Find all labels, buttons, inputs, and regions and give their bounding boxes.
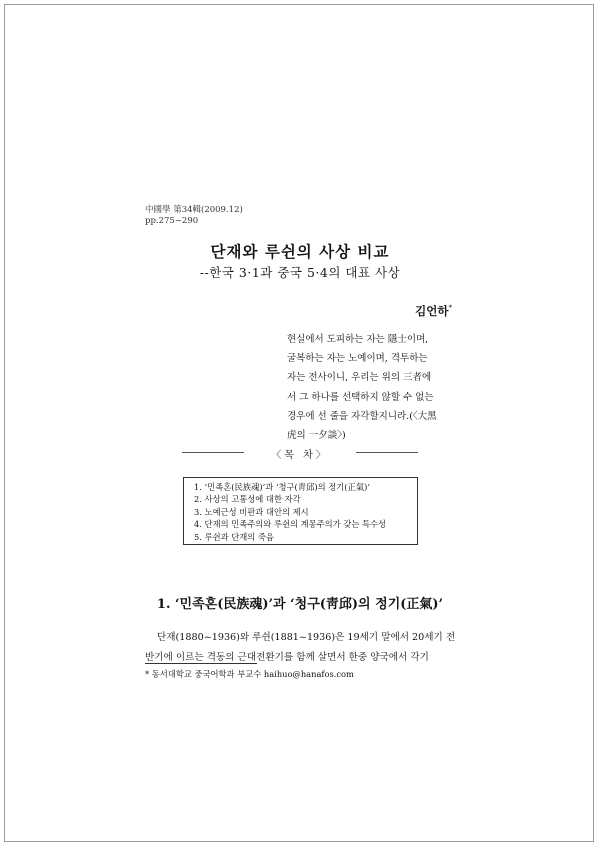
toc-item: 3. 노예근성 비판과 대안의 제시 [194,506,309,517]
toc-item: 2. 사상의 고통성에 대한 자각 [194,494,301,505]
toc-item: 1. ‘민족혼(民族魂)’과 ‘청구(靑邱)의 정기(正氣)’ [194,482,371,492]
journal-volume: 中國學 第34輯(2009.12) [145,205,243,215]
epigraph-line: 현실에서 도피하는 자는 隱士이며, [287,334,429,345]
epigraph [287,330,455,445]
footnote: * 동서대학교 중국어학과 부교수 haihuo@hanafos.com [145,669,354,679]
toc-item: 5. 루쉰과 단재의 죽음 [194,531,274,542]
body-line: 단재(1880~1936)와 루쉰(1881~1936)은 19세기 말에서 20세기 전 [157,632,456,643]
toc-heading-rule-right [356,452,418,453]
author-footnote-mark: * [448,304,452,313]
epigraph-line: 虎의 一夕談〉) [287,430,346,442]
journal-pages: pp.275~290 [145,216,199,226]
section-title: 1. ‘민족혼(民族魂)’과 ‘청구(靑邱)의 정기(正氣)’ [156,597,444,612]
paper-subtitle: --한국 3·1과 중국 5·4의 대표 사상 [199,265,401,280]
epigraph-line: 자는 전사이니, 우리는 위의 三者에 [287,372,432,384]
body-line: 반기에 이르는 격동의 근대전환기를 함께 살면서 한중 양국에서 각기 [145,651,429,663]
footnote-rule [145,663,257,664]
body-paragraph [145,628,455,668]
toc-item: 4. 단재의 민족주의와 루쉰의 계몽주의가 갖는 특수성 [194,519,387,530]
epigraph-line: 굴복하는 자는 노예이며, 격투하는 [287,353,428,365]
author-name: 김언하 [415,304,449,318]
author [415,303,452,319]
epigraph-line: 경우에 선 줄을 자각할지니라.(〈大黑 [287,410,437,422]
epigraph-line: 서 그 하나를 선택하지 않할 수 없는 [287,391,434,403]
journal-info [145,205,243,227]
toc-heading: 〈목 차〉 [271,450,329,461]
paper-title: 단재와 루쉰의 사상 비교 [210,242,390,261]
table-of-contents [183,477,418,545]
